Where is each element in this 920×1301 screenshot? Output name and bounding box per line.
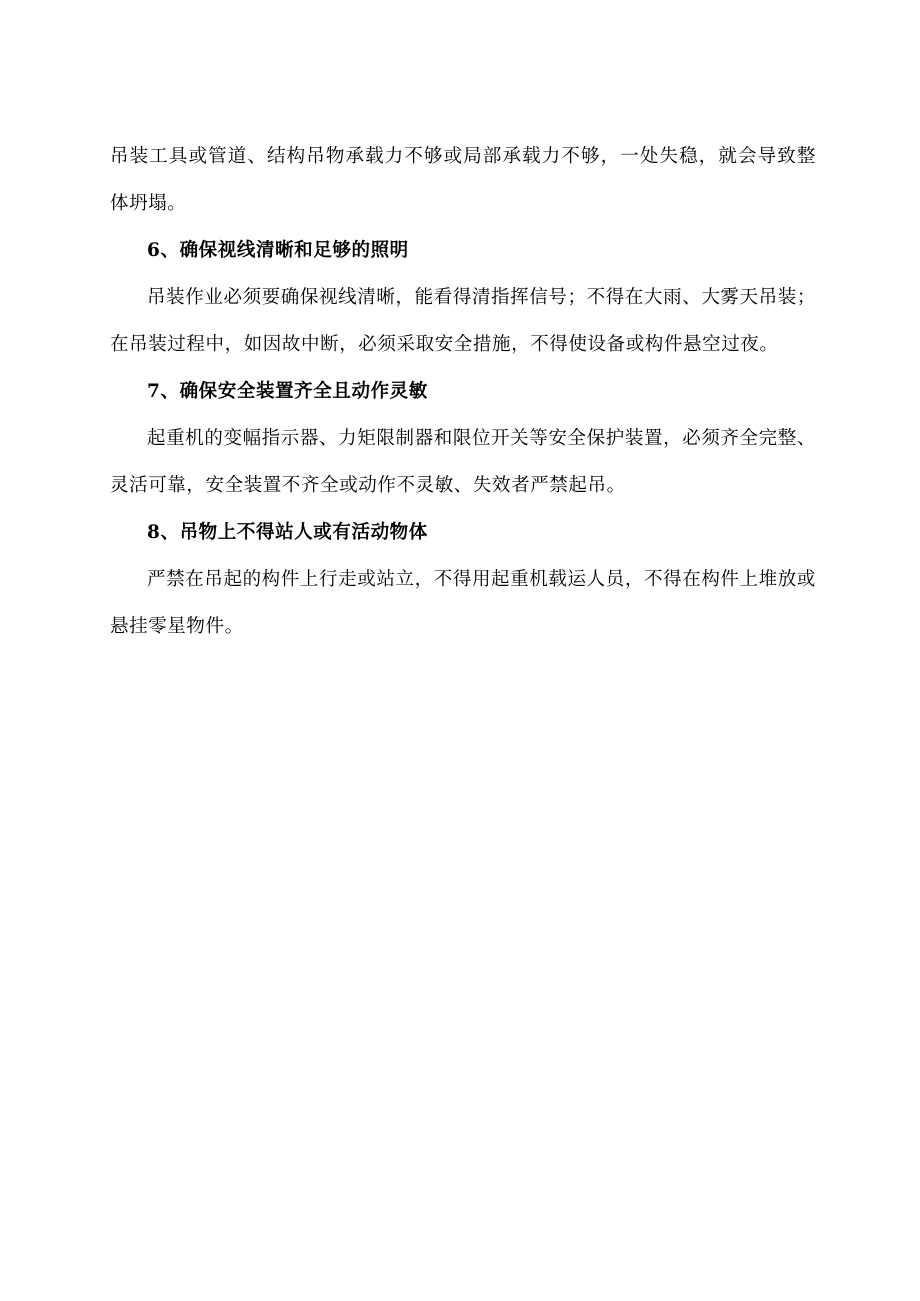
section-heading-6: 6、确保视线清晰和足够的照明 [147, 240, 409, 261]
document-body [110, 133, 816, 650]
section-body-6: 吊装作业必须要确保视线清晰，能看得清指挥信号；不得在大雨、大雾天吊装；在吊装过程中，如因故中断，必须采取安全措施，不得使设备或构件悬空过夜。 [110, 287, 816, 355]
section-heading-7: 7、确保安全装置齐全且动作灵敏 [147, 381, 428, 402]
section-body-7: 起重机的变幅指示器、力矩限制器和限位开关等安全保护装置，必须齐全完整、灵活可靠，安全装置不齐全或动作不灵敏、失效者严禁起吊。 [110, 428, 816, 496]
section-body-8: 严禁在吊起的构件上行走或站立，不得用起重机载运人员，不得在构件上堆放或悬挂零星物件。 [110, 569, 816, 637]
section-heading-8: 8、吊物上不得站人或有活动物体 [147, 522, 428, 543]
continuation-paragraph: 吊装工具或管道、结构吊物承载力不够或局部承载力不够，一处失稳，就会导致整体坍塌。 [110, 146, 816, 214]
